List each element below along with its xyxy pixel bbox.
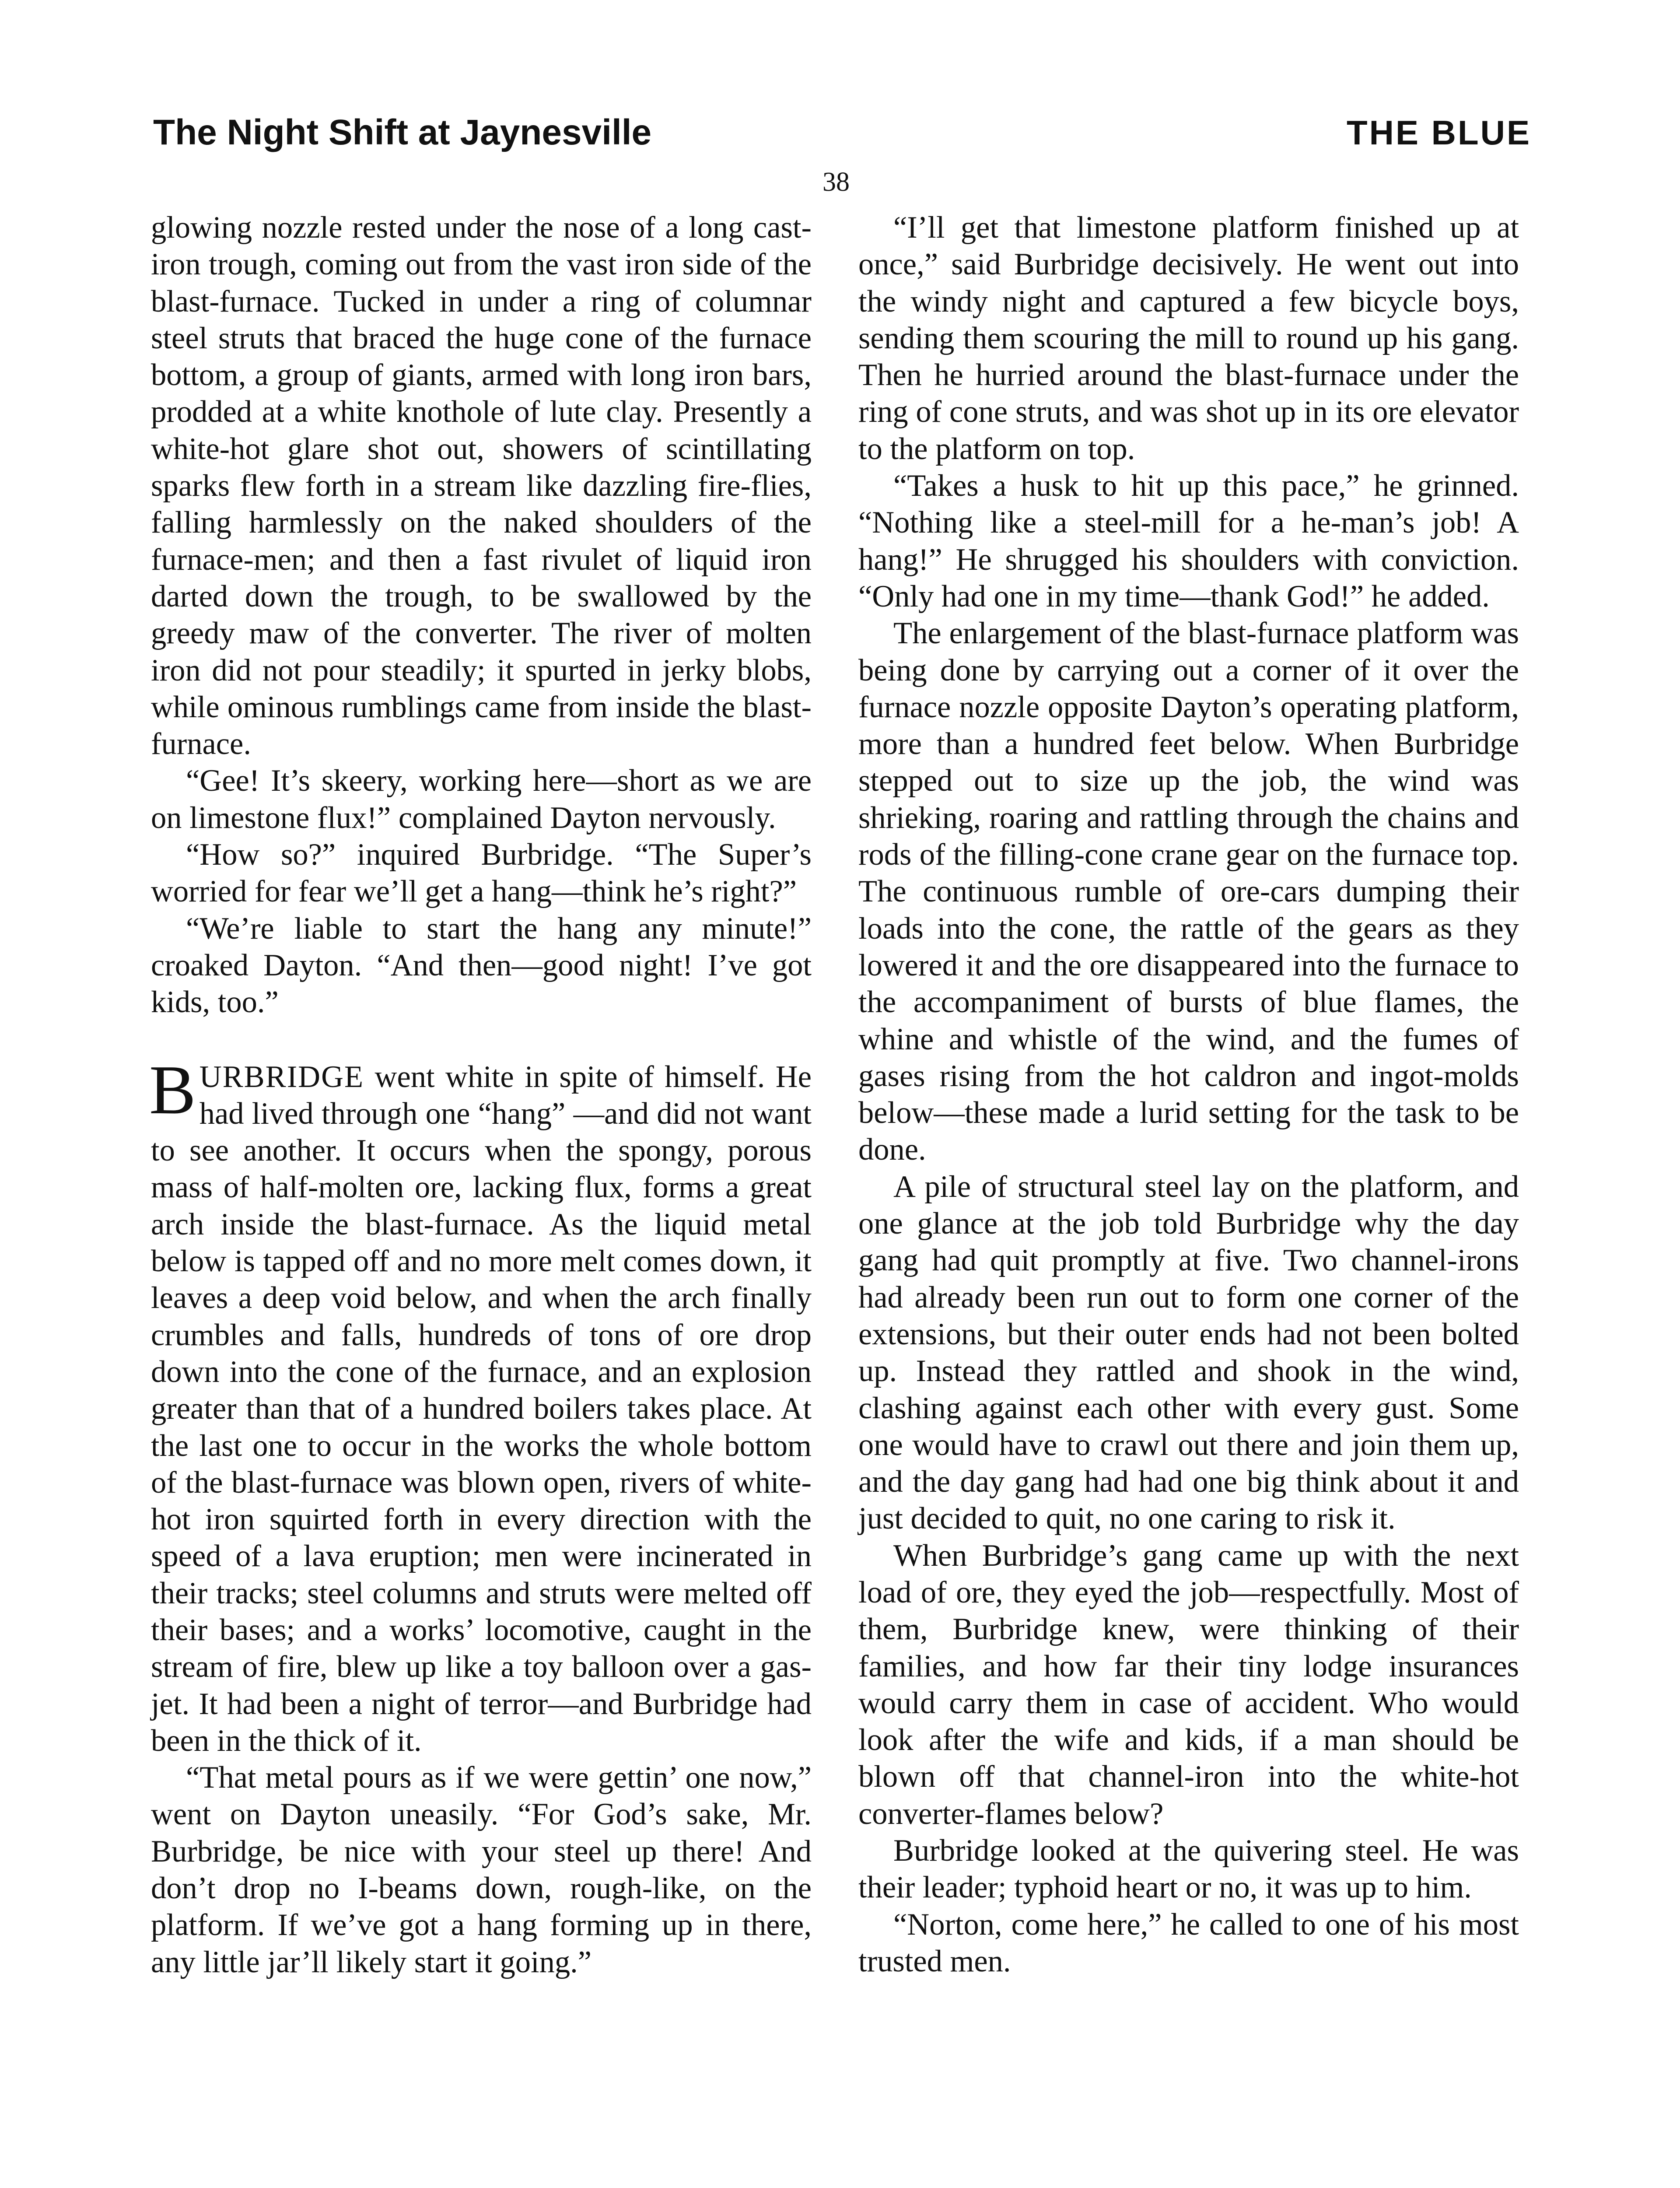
paragraph: The enlargement of the blast-furnace platform was being done by carrying out a corner of it over the furnace nozzle opposite Dayton’s operating platform, more than a hundred feet below. When Burbridge stepped out to size up the job, the wind was shrieking, roaring and rattling through the chains and rods of the filling-cone crane gear on the furnace top. The continuous rumble of ore-cars dumping their loads into the cone, the rattle of the gears as they lowered it and the ore disappeared into the furnace to the accompaniment of bursts of blue flames, the whine and whistle of the wind, and the fumes of gases rising from the hot caldron and ingot-molds below—these made a lurid setting for the task to be done. <box>858 616 1519 1167</box>
paragraph: “We’re liable to start the hang any minute!” croaked Dayton. “And then—good night! I’ve got kids, too.” <box>151 911 812 1020</box>
magazine-name: THE BLUE <box>1347 113 1531 152</box>
paragraph: “How so?” inquired Burbridge. “The Super’s worried for fear we’ll get a hang—think he’s right?” <box>151 838 812 909</box>
left-column <box>151 209 812 1981</box>
paragraph: “That metal pours as if we were gettin’ one now,” went on Dayton uneasily. “For God’s sake, Mr. Burbridge, be nice with your steel up there! And don’t drop no I-beams down, rough-like, on the platform. If we’ve got a hang forming up in there, any little jar’ll likely start it going.” <box>151 1760 812 1979</box>
paragraph: “Norton, come here,” he called to one of his most trusted men. <box>858 1907 1519 1978</box>
paragraph: “I’ll get that limestone platform finished up at once,” said Burbridge decisively. He went out into the windy night and captured a few bicycle boys, sending them scouring the mill to round up his gang. Then he hurried around the blast-furnace under the ring of cone struts, and was shot up in its ore elevator to the platform on top. <box>858 210 1519 466</box>
paragraph: glowing nozzle rested under the nose of a long cast-iron trough, coming out from the vast iron side of the blast-furnace. Tucked in under a ring of columnar steel struts that braced the huge cone of the furnace bottom, a group of giants, armed with long iron bars, prodded at a white knothole of lute clay. Presently a white-hot glare shot out, showers of scintillating sparks flew forth in a stream like dazzling fire-flies, falling harmlessly on the naked shoulders of the furnace-men; and then a fast rivulet of liquid iron darted down the trough, to be swallowed by the greedy maw of the converter. The river of molten iron did not pour steadily; it spurted in jerky blobs, while ominous rumblings came from inside the blast-furnace. <box>151 210 812 761</box>
paragraph: When Burbridge’s gang came up with the next load of ore, they eyed the job—respectfully. Most of them, Burbridge knew, were thinking of their families, and how far their tiny lodge insurances would carry them in case of accident. Who would look after the wife and kids, if a man should be blown off that channel-iron into the white-hot converter-flames below? <box>858 1538 1519 1831</box>
right-column <box>858 209 1519 1980</box>
paragraph: Burbridge looked at the quivering steel. He was their leader; typhoid heart or no, it was up to him. <box>858 1834 1519 1905</box>
paragraph: “Takes a husk to hit up this pace,” he grinned. “Nothing like a steel-mill for a he-man’s job! A hang!” He shrugged his shoulders with conviction. “Only had one in my time—thank God!” he added. <box>858 469 1519 614</box>
section-opening-paragraph <box>149 1050 812 1760</box>
story-title: The Night Shift at Jaynesville <box>153 112 652 152</box>
paragraph: A pile of structural steel lay on the platform, and one glance at the job told Burbridge why the day gang had quit promptly at five. Two channel-irons had already been run out to form one corner of the extensions, but their outer ends had not been bolted up. Instead they rattled and shook in the wind, clashing against each other with every gust. Some one would have to crawl out there and join them up, and the day gang had had one big think about it and just decided to quit, no one caring to risk it. <box>858 1169 1519 1536</box>
opening-word: URBRIDGE <box>199 1059 364 1094</box>
page-number: 38 <box>822 167 850 197</box>
paragraph: “Gee! It’s skeery, working here—short as we are on limestone flux!” complained Dayton nervously. <box>151 764 812 835</box>
paragraph-text: went white in spite of himself. He had lived through one “hang” —and did not want to see another. It occurs when the spongy, porous mass of half-molten ore, lacking flux, forms a great arch inside the blast-furnace. As the liquid metal below is tapped off and no more melt comes down, it leaves a deep void below, and when the arch finally crumbles and falls, hundreds of tons of ore drop down into the cone of the furnace, and an explosion greater than that of a hundred boilers takes place. At the last one to occur in the works the whole bottom of the blast-furnace was blown open, rivers of white-hot iron squirted forth in every direction with the speed of a lava eruption; men were incinerated in their tracks; steel columns and struts were melted off their bases; and a works’ locomotive, caught in the stream of fire, blew up like a toy balloon over a gas-jet. It had been a night of terror—and Burbridge had been in the thick of it. <box>151 1059 812 1758</box>
drop-cap: B <box>149 1050 196 1129</box>
